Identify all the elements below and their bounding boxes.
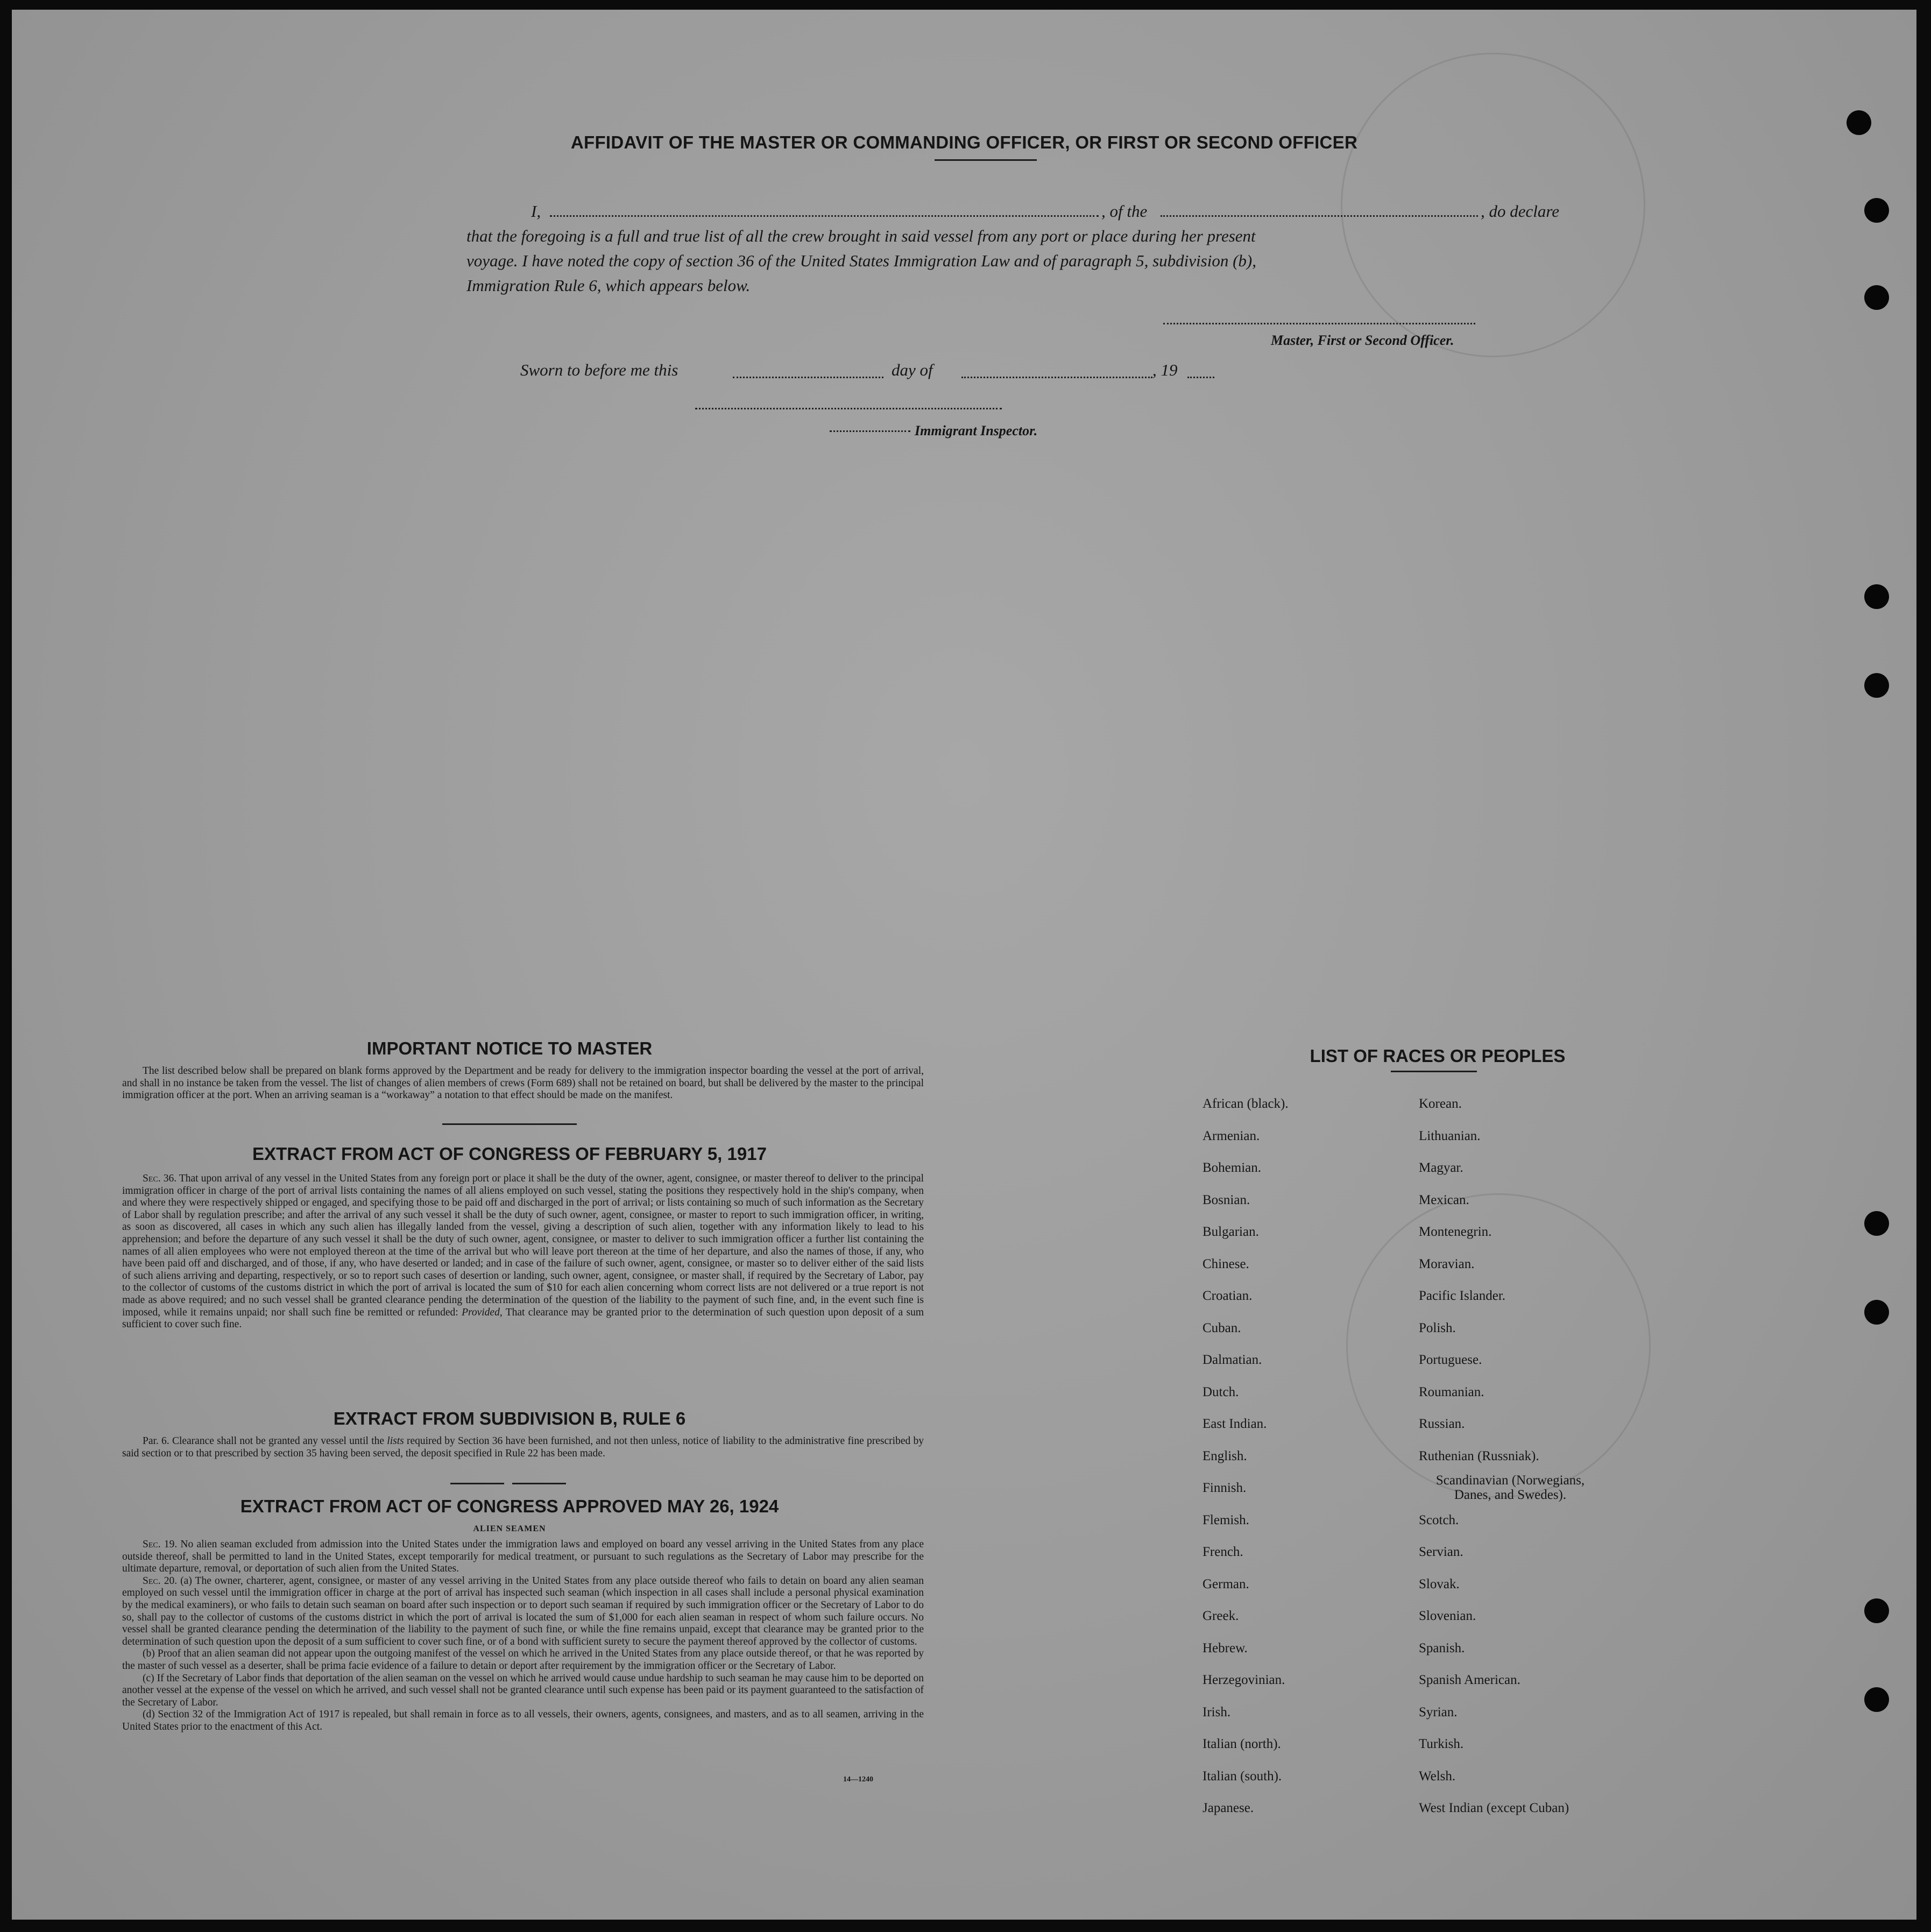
race-entry: Lithuanian. — [1419, 1128, 1481, 1143]
sec-20c-text: (c) If the Secretary of Labor finds that deportation of the alien seaman on the vessel on which he arrived would cause undue hardship to such seaman he may cause him to be deported on another vessel at the expense of the vessel on which he arrived, and such vessel shall not be granted clearance until such expense has been paid or its payment guaranteed to the satisfaction of the Secretary of Labor. — [122, 1672, 924, 1708]
race-entry: Japanese. — [1203, 1801, 1254, 1815]
race-entry: German. — [1203, 1576, 1249, 1591]
race-entry: Dutch. — [1203, 1384, 1239, 1399]
race-entry: Scandinavian (Norwegians, Danes, and Swedes). — [1435, 1473, 1585, 1502]
race-entry: Russian. — [1419, 1417, 1465, 1431]
notice-title: IMPORTANT NOTICE TO MASTER — [366, 1038, 653, 1058]
race-entry: English. — [1203, 1448, 1247, 1463]
binder-hole — [1864, 584, 1889, 609]
race-entry: Croatian. — [1203, 1289, 1253, 1303]
race-entry: Armenian. — [1203, 1128, 1260, 1143]
inspector-caption: Immigrant Inspector. — [915, 423, 1038, 438]
day-of-label: day of — [892, 360, 933, 379]
lists-label: lists — [387, 1435, 404, 1447]
declaration-line-3: voyage. I have noted the copy of section 36 of the United States Immigration Law and of paragraph 5, subdivision (b), — [466, 251, 1256, 270]
race-entry: Greek. — [1203, 1609, 1239, 1623]
extract-1924-title: EXTRACT FROM ACT OF CONGRESS APPROVED MAY 26, 1924 — [240, 1496, 779, 1516]
inspector-short-line[interactable] — [830, 430, 910, 432]
race-entry: Chinese. — [1203, 1256, 1249, 1271]
race-entry: Italian (south). — [1203, 1768, 1282, 1784]
affidavit-title: AFFIDAVIT OF THE MASTER OR COMMANDING OFFICER, OR FIRST OR SECOND OFFICER — [570, 132, 1358, 152]
sworn-line — [520, 360, 1220, 382]
race-entry: Servian. — [1419, 1545, 1463, 1559]
year-label: , 19 — [1152, 360, 1178, 379]
rule6-text-a: Par. 6. Clearance shall not be granted any vessel until the — [143, 1435, 385, 1447]
race-entry: Montenegrin. — [1419, 1225, 1492, 1239]
declaration-line-2: that the foregoing is a full and true list of all the crew brought in said vessel from any port or place during her present — [466, 227, 1256, 245]
rule6-divider-right — [512, 1483, 566, 1484]
race-entry: Bohemian. — [1203, 1160, 1262, 1175]
race-entry: Magyar. — [1419, 1160, 1463, 1175]
i-label: I, — [531, 202, 541, 221]
notice-body — [122, 1065, 924, 1102]
sec-20d-text: (d) Section 32 of the Immigration Act of 1917 is repealed, but shall remain in force as to all vessels, their owners, agents, consignees, and masters, and as to all seamen, arriving in the United States prior to the enactment of this Act. — [122, 1709, 924, 1732]
alien-seamen-subtitle: ALIEN SEAMEN — [473, 1524, 546, 1533]
race-entry: Bosnian. — [1203, 1192, 1250, 1207]
notice-text: The list described below shall be prepared on blank forms approved by the Department and be ready for delivery to the immigration inspector boarding the vessel at the port of arrival, and shall in no instance be taken from the vessel. The list of changes of alien members of crews (Form 689) shall not be retained on board, but shall be delivered by the master to the principal immigration officer at the port. When an arriving seaman is a “workaway” a notation to that effect should be made on the manifest. — [122, 1065, 924, 1101]
binder-hole — [1847, 110, 1871, 135]
extract-1917-body — [122, 1173, 924, 1331]
binder-hole — [1864, 285, 1889, 310]
rule6-text-b: required by Section 36 have been furnished, and not then unless, notice of liability to the administrative fine prescribed by said section or to that prescribed by section 35 having been served, the deposit specified in Rule 22 has been made. — [122, 1435, 924, 1459]
notice-divider — [442, 1123, 577, 1125]
races-underline — [1391, 1071, 1477, 1072]
title-underline — [935, 159, 1037, 161]
race-entry: Italian (north). — [1203, 1737, 1281, 1751]
race-entry: Syrian. — [1419, 1704, 1458, 1719]
race-entry: Roumanian. — [1419, 1384, 1484, 1399]
declaration-line-4: Immigration Rule 6, which appears below. — [466, 276, 751, 295]
race-entry: Mexican. — [1419, 1192, 1469, 1207]
extract-rule6-body — [122, 1435, 924, 1460]
race-entry: Spanish. — [1419, 1640, 1465, 1655]
signature-line[interactable] — [1163, 323, 1475, 324]
race-entry: Bulgarian. — [1203, 1225, 1259, 1239]
extract-rule6-title: EXTRACT FROM SUBDIVISION B, RULE 6 — [333, 1409, 686, 1428]
sworn-year-blank[interactable] — [1187, 377, 1214, 378]
race-entry: Scotch. — [1419, 1512, 1459, 1527]
binder-hole — [1864, 673, 1889, 698]
of-the-label: , of the — [1101, 202, 1148, 221]
rule6-divider-left — [450, 1483, 504, 1484]
extract-1917-title: EXTRACT FROM ACT OF CONGRESS OF FEBRUARY 5, 1917 — [252, 1144, 767, 1164]
provided-label: Provided, — [462, 1306, 503, 1318]
sworn-month-blank[interactable] — [961, 377, 1152, 378]
race-entry: East Indian. — [1203, 1417, 1267, 1431]
sec-20-label: Sec. 20. — [143, 1575, 178, 1587]
binder-hole — [1864, 1598, 1889, 1623]
do-declare-label: , do declare — [1481, 202, 1560, 221]
extract-1924-body — [122, 1539, 924, 1733]
race-entry: Portuguese. — [1419, 1353, 1482, 1367]
race-entry: Finnish. — [1203, 1481, 1247, 1495]
print-code: 14—1240 — [843, 1775, 873, 1784]
race-entry: West Indian (except Cuban) — [1419, 1801, 1569, 1815]
race-entry: Slovenian. — [1419, 1609, 1476, 1623]
race-entry: Hebrew. — [1203, 1640, 1248, 1655]
sec-20b-text: (b) Proof that an alien seaman did not appear upon the outgoing manifest of the vessel on which he arrived in the United States from any place outside thereof, or that he was reported by the master of such vessel as a deserter, shall be prima facie evidence of a failure to detain or deport after requirement by the immigration officer or the Secretary of Labor. — [122, 1648, 924, 1672]
race-entry: Herzegovinian. — [1203, 1673, 1285, 1687]
sec-36-label: Sec. 36. — [143, 1173, 177, 1184]
form-sheet — [12, 10, 1916, 1920]
races-title: LIST OF RACES OR PEOPLES — [1310, 1046, 1566, 1066]
binder-hole — [1864, 198, 1889, 223]
race-entry: Spanish American. — [1419, 1673, 1520, 1687]
race-entry: Slovak. — [1419, 1576, 1460, 1591]
race-entry: African (black). — [1203, 1096, 1289, 1111]
race-entry: Polish. — [1419, 1320, 1456, 1335]
race-entry: Cuban. — [1203, 1320, 1241, 1335]
race-entry: Pacific Islander. — [1419, 1289, 1506, 1303]
race-entry: Welsh. — [1419, 1768, 1456, 1784]
race-entry: Korean. — [1419, 1096, 1462, 1111]
race-entry: French. — [1203, 1545, 1243, 1559]
name-blank[interactable] — [550, 215, 1099, 217]
binder-hole — [1864, 1687, 1889, 1712]
signature-caption: Master, First or Second Officer. — [1271, 332, 1454, 348]
sworn-day-blank[interactable] — [733, 377, 883, 378]
sec-36-text-end: That clearance may be granted prior to the determination of such question upon deposit of a sum sufficient to cover such fine. — [122, 1306, 924, 1331]
sworn-label: Sworn to before me this — [520, 360, 678, 379]
binder-hole — [1864, 1211, 1889, 1236]
inspector-signature-line[interactable] — [695, 408, 1002, 409]
binder-hole — [1864, 1300, 1889, 1325]
race-entry: Flemish. — [1203, 1512, 1249, 1527]
race-entry: Moravian. — [1419, 1256, 1475, 1271]
race-entry: Dalmatian. — [1203, 1353, 1262, 1367]
race-entry: Ruthenian (Russniak). — [1419, 1448, 1539, 1463]
affidavit-declaration — [466, 199, 1769, 298]
race-entry: Irish. — [1203, 1704, 1231, 1719]
sec-19-text: No alien seaman excluded from admission into the United States under the immigration laws and employed on board any vessel arriving in the United States from any place outside thereof, shall be permitted to land in the United States, except temporarily for medical treatment, or pursuant to such regulations as the Secretary of Labor may prescribe for the ultimate departure, removal, or deportation of such alien from the United States. — [122, 1539, 924, 1575]
sec-36-text: That upon arrival of any vessel in the United States from any foreign port or place it shall be the duty of the owner, agent, consignee, or master thereof to deliver to the principal immigration officer in charge of the port of arrival lists containing the names of all aliens employed on such vessel, stating the positions they respectively hold in the ship's company, when and where they were respectively shipped or engaged, and specifying those to be paid off and discharged in the port of arrival; or lists containing so much of such information as the Secretary of Labor shall by regulation prescribe; and after the arrival of any such vessel it shall be the duty of such owner, agent, consignee, or master to report to such immigration officer, in writing, as soon as discovered, all cases in which any such alien has illegally landed from the vessel, giving a description of such alien, together with any information likely to lead to his apprehension; and before the departure of any such vessel it shall be the duty of such owner, agent, consignee, or master to deliver to such immigration officer a further list containing the names of all alien employees who were not employed thereon at the time of the arrival but who will leave port thereon at the time of her departure, and also the names of those, if any, who have been paid off and discharged, and of those, if any, who have deserted or landed; and in case of the failure of such owner, agent, consignee, or master so to deliver either of the said lists of such aliens arriving and departing, respectively, or so to report such cases of desertion or landing, such owner, agent, consignee, or master shall, if required by the Secretary of Labor, pay to the collector of customs of the customs district in which the port of arrival is located the sum of $10 for each alien concerning whom correct lists are not delivered or a true report is not made as above required; and no such vessel shall be granted clearance pending the determination of the question of the liability to the payment of such fine, and, in the event such fine is imposed, while it remains unpaid; nor shall such fine be remitted or refunded: — [122, 1173, 924, 1318]
sec-20a-text: (a) The owner, charterer, agent, consignee, or master of any vessel arriving in the United States from any place outside thereof who fails to detain on board any alien seaman employed on such vessel until the immigration officer in charge at the port of arrival has inspected such seaman (which inspection in all cases shall include a personal physical examination by the medical examiners), or who fails to detain such seaman on board after such inspection or to deport such seaman if required by such immigration officer or the Secretary of Labor to do so, shall pay to the collector of customs of the customs district in which the port of arrival is located the sum of $1,000 for each alien seaman in respect of whom such failure occurs. No vessel shall be granted clearance pending the determination of the liability to the payment of such fine, or while the fine remains unpaid, except that clearance may be granted prior to the determination of such question upon the deposit of a sum sufficient to cover such fine, or of a bond with sufficient surety to secure the payment thereof approved by the collector of customs. — [122, 1575, 924, 1647]
race-entry: Turkish. — [1419, 1737, 1464, 1751]
sec-19-label: Sec. 19. — [143, 1539, 178, 1550]
vessel-blank[interactable] — [1161, 215, 1478, 217]
